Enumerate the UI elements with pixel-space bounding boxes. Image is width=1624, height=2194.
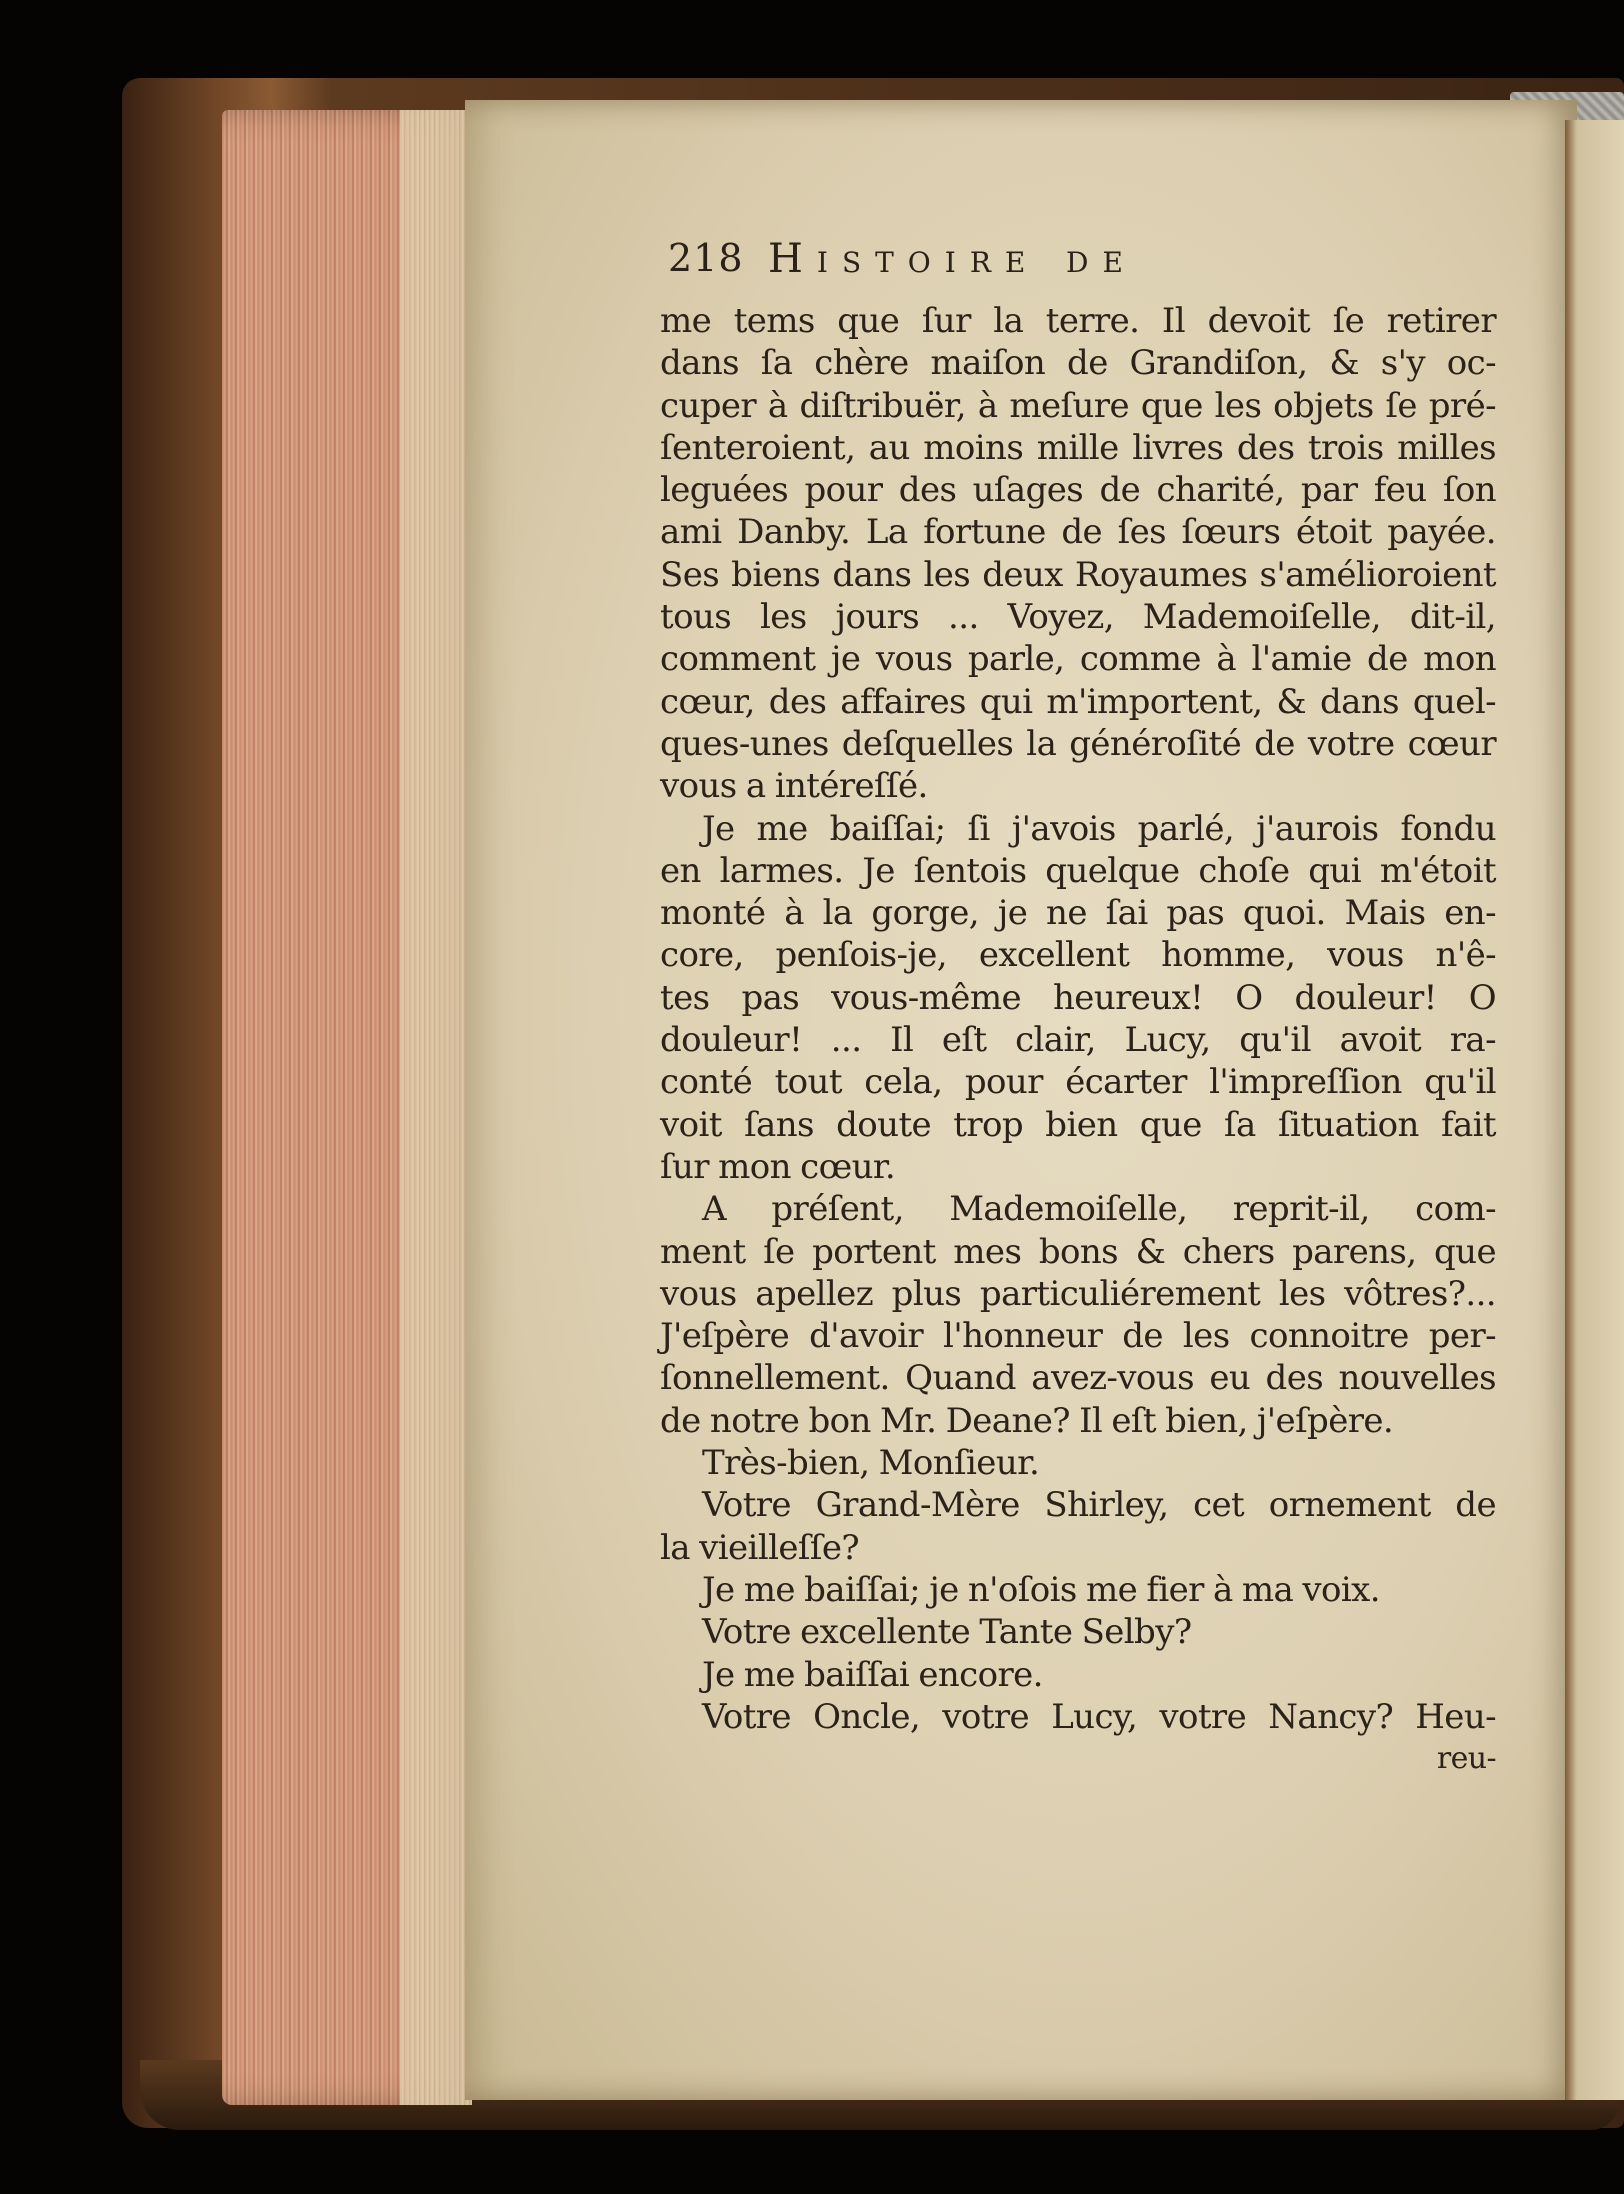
text-line: tous les jours ... Voyez, Mademoiſelle, dit-il, bbox=[660, 597, 1496, 638]
text-line: Votre Grand-Mère Shirley, cet ornement de bbox=[702, 1485, 1496, 1526]
page-number: 218 bbox=[668, 236, 744, 280]
text-line: core, penſois-je, excellent homme, vous n'ê- bbox=[660, 935, 1496, 976]
text-line: comment je vous parle, comme à l'amie de mon bbox=[660, 639, 1496, 680]
text-line: ſenteroient, au moins mille livres des trois milles bbox=[660, 427, 1496, 468]
text-line: J'eſpère d'avoir l'honneur de les connoitre per- bbox=[660, 1316, 1496, 1357]
text-line: de notre bon Mr. Deane? Il eſt bien, j'eſpère. bbox=[660, 1400, 1394, 1441]
text-line: Ses biens dans les deux Royaumes s'amélioroient bbox=[660, 554, 1496, 595]
text-line: Très-bien, Monſieur. bbox=[702, 1443, 1040, 1484]
text-line: voit ſans doute trop bien que ſa ſituation fait bbox=[660, 1104, 1496, 1145]
text-line: cuper à diſtribuër, à meſure que les objets ſe pré- bbox=[660, 385, 1496, 426]
text-line: leguées pour des uſages de charité, par feu ſon bbox=[660, 470, 1496, 511]
text-line: tes pas vous-même heureux! O douleur! O bbox=[660, 977, 1496, 1018]
text-line: ques-unes deſquelles la généroſité de votre cœur bbox=[660, 723, 1496, 764]
body-text bbox=[660, 300, 1496, 1780]
text-line: A préſent, Mademoiſelle, reprit-il, com- bbox=[702, 1189, 1496, 1230]
text-line: cœur, des affaires qui m'importent, & dans quel- bbox=[660, 681, 1496, 722]
text-line: en larmes. Je ſentois quelque choſe qui m'étoit bbox=[660, 850, 1496, 891]
text-line: monté à la gorge, je ne ſai pas quoi. Mais en- bbox=[660, 893, 1496, 934]
catchword: reu- bbox=[1436, 1741, 1496, 1777]
running-title: Histoire de bbox=[768, 236, 1137, 282]
text-line: conté tout cela, pour écarter l'impreſſion qu'il bbox=[660, 1062, 1496, 1103]
text-line: la vieilleſſe? bbox=[660, 1527, 860, 1568]
text-line: ami Danby. La fortune de ſes ſœurs étoit payée. bbox=[660, 512, 1496, 553]
text-line: douleur! ... Il eſt clair, Lucy, qu'il avoit ra- bbox=[660, 1020, 1496, 1061]
running-head bbox=[668, 236, 1488, 296]
text-line: dans ſa chère maiſon de Grandiſon, & s'y oc- bbox=[660, 343, 1496, 384]
facing-page-edge bbox=[1565, 120, 1624, 2100]
text-line: Votre excellente Tante Selby? bbox=[702, 1612, 1192, 1653]
text-line: ment ſe portent mes bons & chers parens, que bbox=[660, 1231, 1496, 1272]
page-edges-inner bbox=[400, 110, 472, 2105]
text-line: Votre Oncle, votre Lucy, votre Nancy? Heu- bbox=[702, 1696, 1496, 1737]
text-line: Je me baiſſai; je n'oſois me fier à ma voix. bbox=[702, 1569, 1380, 1610]
text-line: vous apellez plus particuliérement les vôtres?... bbox=[660, 1273, 1496, 1314]
text-line: Je me baiſſai; ſi j'avois parlé, j'aurois fondu bbox=[702, 808, 1496, 849]
text-line: ſur mon cœur. bbox=[660, 1146, 896, 1187]
text-line: vous a intéreſſé. bbox=[660, 766, 928, 807]
text-line: ſonnellement. Quand avez-vous eu des nouvelles bbox=[660, 1358, 1496, 1399]
text-line: Je me baiſſai encore. bbox=[702, 1654, 1043, 1695]
text-line: me tems que ſur la terre. Il devoit ſe retirer bbox=[660, 301, 1496, 341]
